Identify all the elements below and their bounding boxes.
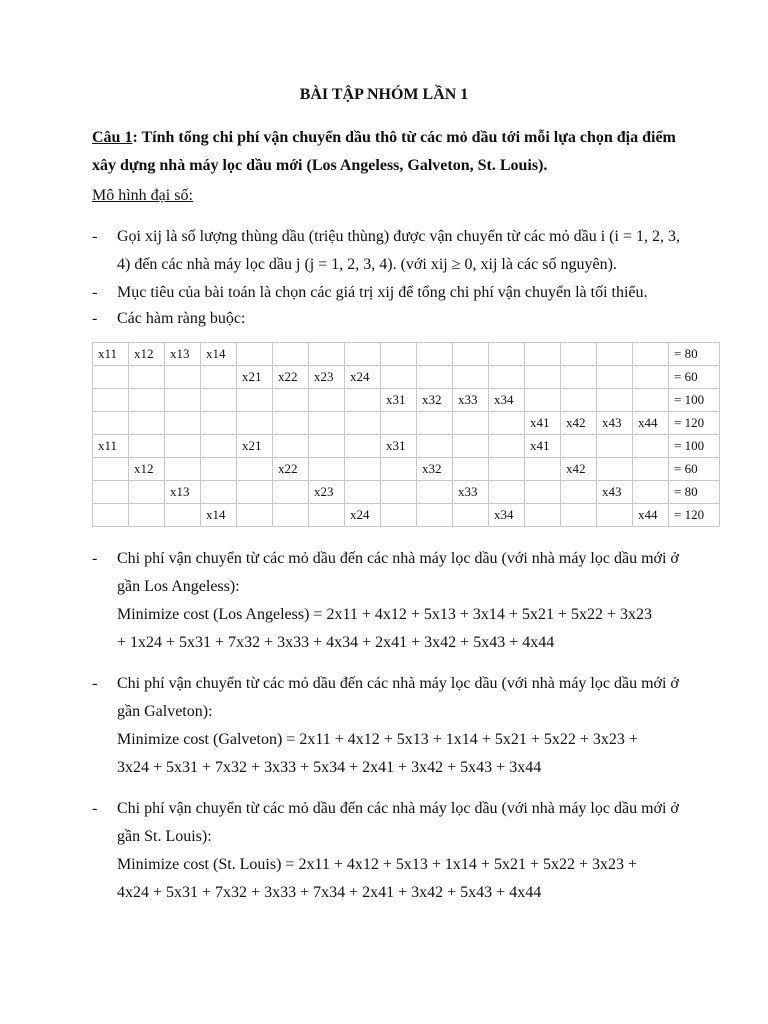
constraint-cell (165, 389, 201, 412)
constraint-rhs: = 120 (669, 504, 720, 527)
constraint-row (93, 412, 720, 435)
cost-intro: Chi phí vận chuyển từ các mỏ dầu đến các nhà máy lọc dầu (với nhà máy lọc dầu mới ở gần Galveton): (117, 675, 679, 720)
constraint-cell (93, 481, 129, 504)
constraint-cell (561, 366, 597, 389)
constraint-cell: x13 (165, 343, 201, 366)
constraint-cell: x32 (417, 458, 453, 481)
page-title: BÀI TẬP NHÓM LẦN 1 (299, 86, 469, 103)
constraint-cell (633, 435, 669, 458)
bullet-objective (92, 279, 692, 307)
constraint-cell (93, 458, 129, 481)
constraint-cell (417, 343, 453, 366)
constraint-cell: x24 (345, 366, 381, 389)
constraint-cell (273, 389, 309, 412)
constraint-cell (525, 504, 561, 527)
constraint-cell (525, 343, 561, 366)
constraint-cell (309, 504, 345, 527)
constraint-cell (273, 504, 309, 527)
constraint-rhs: = 100 (669, 435, 720, 458)
cost-equation-line: + 1x24 + 5x31 + 7x32 + 3x33 + 4x34 + 2x41 + 3x42 + 5x43 + 4x44 (117, 634, 555, 651)
question-1 (92, 124, 692, 180)
constraint-row (93, 389, 720, 412)
constraint-cell: x43 (597, 412, 633, 435)
cost-equation-line: 4x24 + 5x31 + 7x32 + 3x33 + 7x34 + 2x41 + 3x42 + 5x43 + 4x44 (117, 884, 542, 901)
constraint-cell: x23 (309, 366, 345, 389)
bullet-dash: - (92, 310, 98, 327)
constraint-cell (489, 343, 525, 366)
constraint-cell: x14 (201, 504, 237, 527)
constraint-cell (201, 366, 237, 389)
bullet-dash: - (92, 284, 98, 301)
constraint-cell (561, 481, 597, 504)
constraint-cell (525, 389, 561, 412)
constraint-cell (417, 481, 453, 504)
constraint-cell (453, 504, 489, 527)
cost-intro: Chi phí vận chuyển từ các mỏ dầu đến các nhà máy lọc dầu (với nhà máy lọc dầu mới ở gần St. Louis): (117, 800, 679, 845)
constraint-cell (597, 504, 633, 527)
constraint-cell (453, 458, 489, 481)
constraint-cell: x32 (417, 389, 453, 412)
constraint-cell (309, 343, 345, 366)
constraint-cell (165, 366, 201, 389)
constraint-cell (597, 435, 633, 458)
question-label: Câu 1 (92, 129, 133, 146)
constraint-cell: x24 (345, 504, 381, 527)
constraint-cell (525, 481, 561, 504)
constraint-cell (525, 458, 561, 481)
cost-intro: Chi phí vận chuyển từ các mỏ dầu đến các nhà máy lọc dầu (với nhà máy lọc dầu mới ở gần Los Angeless): (117, 550, 679, 595)
constraint-cell (129, 366, 165, 389)
constraint-cell (345, 389, 381, 412)
constraint-row (93, 366, 720, 389)
model-heading: Mô hình đại số: (92, 187, 193, 204)
constraint-cell: x31 (381, 435, 417, 458)
constraint-cell: x33 (453, 481, 489, 504)
constraint-cell (309, 412, 345, 435)
constraint-cell (633, 389, 669, 412)
question-text: : Tính tổng chi phí vận chuyển dầu thô từ các mỏ dầu tới mỗi lựa chọn địa điểm xây dựng nhà máy lọc dầu mới (Los Angeless, Galveton, St. Louis). (92, 129, 676, 174)
constraint-cell (453, 366, 489, 389)
constraint-cell (165, 412, 201, 435)
constraint-cell (633, 458, 669, 481)
constraint-cell (237, 481, 273, 504)
constraint-cell: x22 (273, 458, 309, 481)
constraint-cell (345, 458, 381, 481)
constraint-cell (381, 504, 417, 527)
constraint-cell (489, 481, 525, 504)
constraint-cell: x23 (309, 481, 345, 504)
bullet-constraints (92, 305, 692, 333)
constraint-cell (201, 389, 237, 412)
constraint-cell: x42 (561, 458, 597, 481)
constraint-cell: x42 (561, 412, 597, 435)
constraint-cell (381, 458, 417, 481)
constraint-cell (129, 389, 165, 412)
constraint-cell (453, 412, 489, 435)
constraint-cell (597, 343, 633, 366)
constraint-cell (489, 412, 525, 435)
constraint-row (93, 343, 720, 366)
constraint-cell: x21 (237, 435, 273, 458)
constraint-cell (597, 366, 633, 389)
constraint-cell: x44 (633, 504, 669, 527)
constraint-cell (93, 504, 129, 527)
constraint-cell: x34 (489, 504, 525, 527)
constraint-cell: x13 (165, 481, 201, 504)
constraint-cell (417, 412, 453, 435)
constraint-row (93, 504, 720, 527)
constraint-cell (453, 435, 489, 458)
constraint-cell (561, 343, 597, 366)
constraint-cell (237, 504, 273, 527)
bullet-text: Các hàm ràng buộc: (117, 310, 246, 327)
constraint-cell (561, 435, 597, 458)
constraint-cell (345, 412, 381, 435)
constraint-cell (237, 389, 273, 412)
bullet-cost-st-louis (92, 795, 692, 907)
constraint-cell: x34 (489, 389, 525, 412)
constraint-cell (129, 504, 165, 527)
constraint-cell: x12 (129, 458, 165, 481)
constraint-cell (381, 412, 417, 435)
constraint-rhs: = 80 (669, 481, 720, 504)
constraint-cell (489, 458, 525, 481)
constraint-cell (561, 389, 597, 412)
constraint-cell (633, 366, 669, 389)
constraint-cell: x11 (93, 435, 129, 458)
bullet-dash: - (92, 228, 98, 245)
constraint-rhs: = 80 (669, 343, 720, 366)
constraint-cell: x14 (201, 343, 237, 366)
cost-equation-line: 3x24 + 5x31 + 7x32 + 3x33 + 5x34 + 2x41 + 3x42 + 5x43 + 3x44 (117, 759, 542, 776)
constraint-cell: x41 (525, 435, 561, 458)
constraint-cell (201, 458, 237, 481)
constraint-cell (381, 366, 417, 389)
constraint-cell (129, 481, 165, 504)
constraint-cell: x31 (381, 389, 417, 412)
bullet-text: Mục tiêu của bài toán là chọn các giá trị xij để tổng chi phí vận chuyển là tối thiểu. (117, 284, 648, 301)
constraint-cell (237, 412, 273, 435)
constraint-row (93, 481, 720, 504)
constraint-cell (165, 504, 201, 527)
constraint-cell (309, 458, 345, 481)
constraint-cell (417, 504, 453, 527)
constraint-cell (93, 366, 129, 389)
constraint-cell (597, 389, 633, 412)
constraint-cell (309, 389, 345, 412)
constraint-cell (345, 481, 381, 504)
constraint-cell: x12 (129, 343, 165, 366)
constraint-cell: x11 (93, 343, 129, 366)
constraint-rhs: = 60 (669, 366, 720, 389)
constraint-cell (489, 435, 525, 458)
constraint-cell (273, 435, 309, 458)
constraint-cell (129, 412, 165, 435)
constraint-cell (237, 458, 273, 481)
constraint-cell (633, 481, 669, 504)
constraint-rhs: = 100 (669, 389, 720, 412)
constraint-cell (93, 389, 129, 412)
constraint-rhs: = 60 (669, 458, 720, 481)
constraint-cell (309, 435, 345, 458)
constraint-cell (273, 343, 309, 366)
constraint-cell (633, 343, 669, 366)
constraint-cell (597, 458, 633, 481)
constraint-cell (201, 412, 237, 435)
constraint-cell: x22 (273, 366, 309, 389)
constraint-cell (93, 412, 129, 435)
bullet-dash: - (92, 675, 98, 692)
constraint-row (93, 458, 720, 481)
constraint-cell (201, 435, 237, 458)
constraint-cell (525, 366, 561, 389)
constraint-row (93, 435, 720, 458)
constraint-cell: x21 (237, 366, 273, 389)
constraint-cell (381, 343, 417, 366)
constraint-cell (417, 366, 453, 389)
constraint-cell (129, 435, 165, 458)
constraint-cell (453, 343, 489, 366)
bullet-dash: - (92, 800, 98, 817)
constraint-cell (273, 481, 309, 504)
cost-equation-line: Minimize cost (St. Louis) = 2x11 + 4x12 + 5x13 + 1x14 + 5x21 + 5x22 + 3x23 + (117, 856, 638, 873)
constraint-cell (273, 412, 309, 435)
constraint-cell (237, 343, 273, 366)
constraint-cell (561, 504, 597, 527)
bullet-dash: - (92, 550, 98, 567)
constraint-cell: x41 (525, 412, 561, 435)
constraint-cell: x33 (453, 389, 489, 412)
constraint-rhs: = 120 (669, 412, 720, 435)
constraint-cell (345, 343, 381, 366)
bullet-variables (92, 223, 692, 279)
constraint-cell (165, 458, 201, 481)
constraint-cell (489, 366, 525, 389)
constraint-cell (201, 481, 237, 504)
cost-equation-line: Minimize cost (Los Angeless) = 2x11 + 4x12 + 5x13 + 3x14 + 5x21 + 5x22 + 3x23 (117, 606, 652, 623)
bullet-cost-los-angeless (92, 545, 692, 657)
bullet-cost-galveton (92, 670, 692, 782)
constraint-cell: x43 (597, 481, 633, 504)
constraint-cell (381, 481, 417, 504)
constraint-cell (345, 435, 381, 458)
constraint-cell (417, 435, 453, 458)
bullet-text: Gọi xij là số lượng thùng dầu (triệu thùng) được vận chuyển từ các mỏ dầu i (i = 1, 2, 3, 4) đến các nhà máy lọc dầu j (j = 1, 2, 3, 4). (với xij ≥ 0, xij là các số nguyên). (117, 228, 680, 273)
constraints-table (92, 342, 720, 527)
cost-equation-line: Minimize cost (Galveton) = 2x11 + 4x12 + 5x13 + 1x14 + 5x21 + 5x22 + 3x23 + (117, 731, 638, 748)
constraint-cell: x44 (633, 412, 669, 435)
constraint-cell (165, 435, 201, 458)
